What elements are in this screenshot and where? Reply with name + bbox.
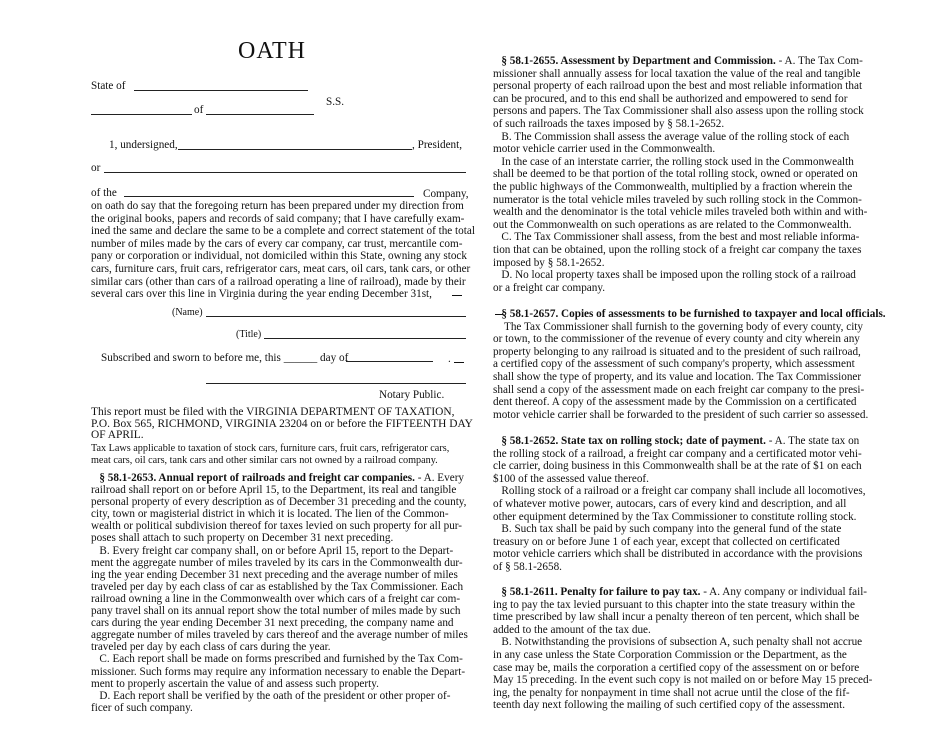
section-line: aggregate number of miles traveled by cars thereof and the average number of miles	[91, 629, 468, 642]
subscribed-text: Subscribed and sworn to before me, this ______ day of	[101, 352, 349, 364]
oath-title: OATH	[238, 38, 306, 64]
section-line: In the case of an interstate carrier, the rolling stock used in the Commonwealth	[493, 155, 854, 168]
president-label: , President,	[412, 139, 463, 151]
notary-label: Notary Public.	[379, 389, 445, 401]
section-line: poses shall attach to such property on December 31 next preceding.	[91, 532, 394, 545]
date-mark	[454, 362, 464, 363]
section-line: tion that can be obtained, upon the rolling stock of a freight car company the taxes	[493, 243, 862, 256]
section-line: ment the aggregate number of miles traveled by its cars in the Commonwealth dur-	[91, 556, 463, 569]
section-line: motor vehicle carrier used in the Commonwealth.	[493, 143, 716, 156]
section-line: ing to pay the tax levied pursuant to this chapter into the state treasury within the	[493, 598, 855, 611]
section-line: out the Commonwealth on such operations as are related to the Commonwealth.	[493, 218, 852, 231]
section-line: of § 58.1-2658.	[493, 560, 562, 573]
section-2657-heading: § 58.1-2657. Copies of assessments to be furnished to taxpayer and local officials.	[501, 308, 886, 320]
section-2611	[493, 586, 872, 712]
section-line: cle carrier, doing business in this Commonwealth shall be at the rate of $1 on each	[493, 460, 862, 473]
section-2652-heading: § 58.1-2652. State tax on rolling stock; date of payment.	[501, 435, 766, 447]
section-line: missioner shall annually assess for local taxation the value of the real and tangible	[493, 67, 861, 80]
state-field[interactable]	[134, 90, 308, 91]
section-2655-intro: - A. The Tax Com-	[775, 55, 863, 67]
section-line: imposed by § 58.1-2652.	[493, 256, 605, 269]
section-line: city, town or magisterial district in which it is located. The lien of the Common-	[91, 508, 449, 521]
section-line: persons and papers. The Tax Commissioner shall also assess upon the rolling stock	[493, 105, 864, 118]
section-line: traveled per day by each class of car as established by the Tax Commissioner. Each	[91, 580, 464, 593]
section-line: railroad shall report on or before April 15, to the Department, its real and tangible	[91, 484, 457, 497]
statement-line: similar cars (other than cars of a railroad operating a line of railroad), made by their	[91, 275, 466, 288]
section-line: May 15 preceding. In the event such copy is not mailed on or before May 15 preced-	[493, 674, 873, 687]
alt-officer-field[interactable]	[104, 172, 466, 173]
section-line: case may be, mails the corporation a certified copy of the assessment on or before	[493, 661, 860, 674]
section-2653	[91, 472, 468, 714]
county-field[interactable]	[91, 114, 192, 115]
section-line: of such railroads the taxes imposed by § 58.1-2652.	[493, 117, 725, 130]
section-2653-intro: - A. Every	[414, 472, 465, 484]
section-line: a certified copy of the assessment of such company's property, which assessment	[493, 358, 855, 371]
filing-line: This report must be filed with the VIRGINIA DEPARTMENT OF TAXATION,	[91, 406, 455, 418]
section-line: personal property of every description as of December 31 preceding and the county,	[91, 496, 467, 509]
statement-line: the original books, papers and records of said company; that I have carefully exam-	[91, 212, 465, 225]
statement-line: on oath do say that the foregoing return has been prepared under my direction from	[91, 200, 464, 212]
section-line: property belonging to any railroad is situated and to the president of such railroad,	[493, 345, 861, 358]
section-line: shall send a copy of the assessment made on each freight car company to the presi-	[493, 383, 865, 396]
statement-line: several cars over this line in Virginia during the year ending December 31st,	[91, 288, 432, 301]
section-line: shall show the type of property, and its value and location. The Tax Commissioner	[493, 370, 862, 383]
filing-line: OF APRIL.	[91, 429, 144, 442]
section-line: ing the year ending December 31 next preceding and the average number of miles	[91, 568, 458, 581]
title-label: (Title)	[236, 329, 262, 340]
statement-line: number of miles made by the cars of every car company, car trust, mercantile com-	[91, 237, 463, 250]
oath-statement	[91, 200, 475, 301]
sworn-date-field[interactable]	[346, 361, 433, 362]
section-line: or town, to the commissioner of the revenue of every county and city wherein any	[493, 333, 860, 346]
ss-label: S.S.	[326, 96, 345, 108]
notary-signature-field[interactable]	[206, 383, 466, 384]
section-2652	[493, 435, 866, 574]
filing-line: P.O. Box 565, RICHMOND, VIRGINIA 23204 on or before the FIFTEENTH DAY	[91, 417, 473, 430]
section-line: wealth and the denominator is the total vehicle miles traveled both within and with-	[493, 206, 868, 219]
filing-instructions	[91, 407, 473, 442]
section-line: railroad owning a line in the Commonwealth over which cars of a freight car com-	[91, 592, 461, 605]
section-line: The Tax Commissioner shall furnish to the governing body of every county, city	[501, 320, 863, 333]
of-label: of	[194, 104, 204, 116]
or-label: or	[91, 162, 101, 174]
section-2653-heading: § 58.1-2653. Annual report of railroads and freight car companies.	[99, 472, 415, 484]
undersigned-name-field[interactable]	[178, 149, 412, 150]
dash-mark	[495, 314, 503, 315]
section-line: Rolling stock of a railroad or a freight car company shall include all locomotives,	[493, 485, 866, 498]
section-line: teenth day next following the mailing of such certified copy of the assessment.	[493, 699, 846, 712]
section-line: motor vehicle carrier shall be forwarded to the president of such carrier so assessed.	[493, 408, 869, 421]
section-line: dent thereof. A copy of the assessment made by the Commission on a certificated	[493, 396, 857, 409]
company-label: Company,	[423, 188, 469, 200]
section-line: wealth or political subdivision thereof for taxes levied on such property for all pur-	[91, 520, 463, 533]
section-line: traveled per day by each class of cars during the year.	[91, 641, 331, 654]
section-line: cars during the year ending December 31 next preceding, the company name and	[91, 617, 454, 630]
section-line: of whatever motive power, autocars, cars of every kind and description, and all	[493, 497, 847, 510]
section-line: motor vehicle carriers which shall be distributed in accordance with the provisions	[493, 548, 863, 561]
tax-laws-line: meat cars, oil cars, tank cars and other similar cars not owned by a railroad company.	[91, 454, 438, 466]
section-line: the public highways of the Commonwealth, multiplied by a fraction wherein the	[493, 180, 853, 193]
section-line: B. The Commission shall assess the average value of the rolling stock of each	[493, 130, 850, 143]
section-line: numerator is the total vehicle miles traveled by such rolling stock in the Common-	[493, 193, 862, 206]
statement-line: pany or corporation or individual, not domiciled within this State, owning any stock	[91, 250, 467, 263]
section-line: added to the amount of the tax due.	[493, 623, 651, 636]
section-line: C. Each report shall be made on forms prescribed and furnished by the Tax Com-	[91, 653, 463, 666]
company-name-field[interactable]	[124, 196, 414, 197]
section-line: D. Each report shall be verified by the oath of the president or other proper of-	[91, 689, 451, 702]
tax-laws-line: Tax Laws applicable to taxation of stock cars, furniture cars, fruit cars, refrigerator cars,	[91, 443, 450, 454]
section-line: B. Notwithstanding the provisions of subsection A, such penalty shall not accrue	[493, 636, 863, 649]
section-2657	[493, 308, 886, 421]
section-line: shall be deemed to be that portion of the total rolling stock, owned or operated on	[493, 168, 858, 181]
statement-line: cars, furniture cars, fruit cars, refrigerator cars, meat cars, oil cars, tank cars, or other	[91, 262, 471, 275]
section-line: or a freight car company.	[493, 281, 606, 294]
section-line: ment to properly ascertain the value of and assess such property.	[91, 677, 379, 690]
section-line: personal property of each railroad upon the best and most reliable information that	[493, 80, 863, 93]
of-the-label: of the	[91, 187, 117, 199]
section-2655-heading: § 58.1-2655. Assessment by Department and Commission.	[501, 55, 776, 67]
section-line: treasury on or before June 1 of each year, except that collected on certificated	[493, 535, 840, 548]
section-line: B. Every freight car company shall, on or before April 15, report to the Depart-	[91, 544, 454, 557]
section-line: C. The Tax Commissioner shall assess, from the best and most reliable informa-	[493, 231, 860, 244]
undersigned-label: 1, undersigned,	[109, 139, 178, 151]
section-2655	[493, 55, 867, 294]
statement-line: ined the same and declare the same to be a complete and correct statement of the total	[91, 225, 475, 238]
name-label: (Name)	[172, 307, 203, 318]
section-line: other equipment determined by the Tax Commissioner to constitute rolling stock.	[493, 510, 857, 523]
state-of-label: State of	[91, 80, 126, 92]
dot-mark: .	[448, 353, 451, 365]
section-2652-intro: - A. The state tax on	[765, 435, 860, 447]
year-mark	[452, 295, 462, 296]
city-field[interactable]	[206, 114, 314, 115]
section-line: D. No local property taxes shall be imposed upon the rolling stock of a railroad	[493, 269, 856, 282]
section-line: in any case unless the State Corporation Commission or the Department, as the	[493, 648, 847, 661]
signature-name-field[interactable]	[206, 316, 466, 317]
signature-title-field[interactable]	[264, 338, 466, 339]
section-line: missioner. Such forms may require any information necessary to enable the Depart-	[91, 665, 466, 678]
section-line: pany travel shall on its annual report show the total number of miles made by such	[91, 605, 461, 618]
section-line: can be procured, and to this end shall be authorized and empowered to send for	[493, 92, 848, 105]
section-line: the rolling stock of a railroad, a freight car company and a certificated motor vehi-	[493, 447, 862, 460]
section-2611-intro: - A. Any company or individual fail-	[700, 586, 868, 598]
tax-laws-note	[91, 443, 449, 466]
section-line: ing, the penalty for nonpayment in time shall not acrue until the close of the fif-	[493, 686, 850, 699]
section-line: ficer of such company.	[91, 701, 193, 714]
section-line: $100 of the assessed value thereof.	[493, 472, 649, 485]
section-line: B. Such tax shall be paid by such company into the general fund of the state	[493, 523, 842, 536]
section-line: time prescribed by law shall incur a penalty thereon of ten percent, which shall be	[493, 611, 860, 624]
section-2611-heading: § 58.1-2611. Penalty for failure to pay tax.	[501, 586, 701, 598]
